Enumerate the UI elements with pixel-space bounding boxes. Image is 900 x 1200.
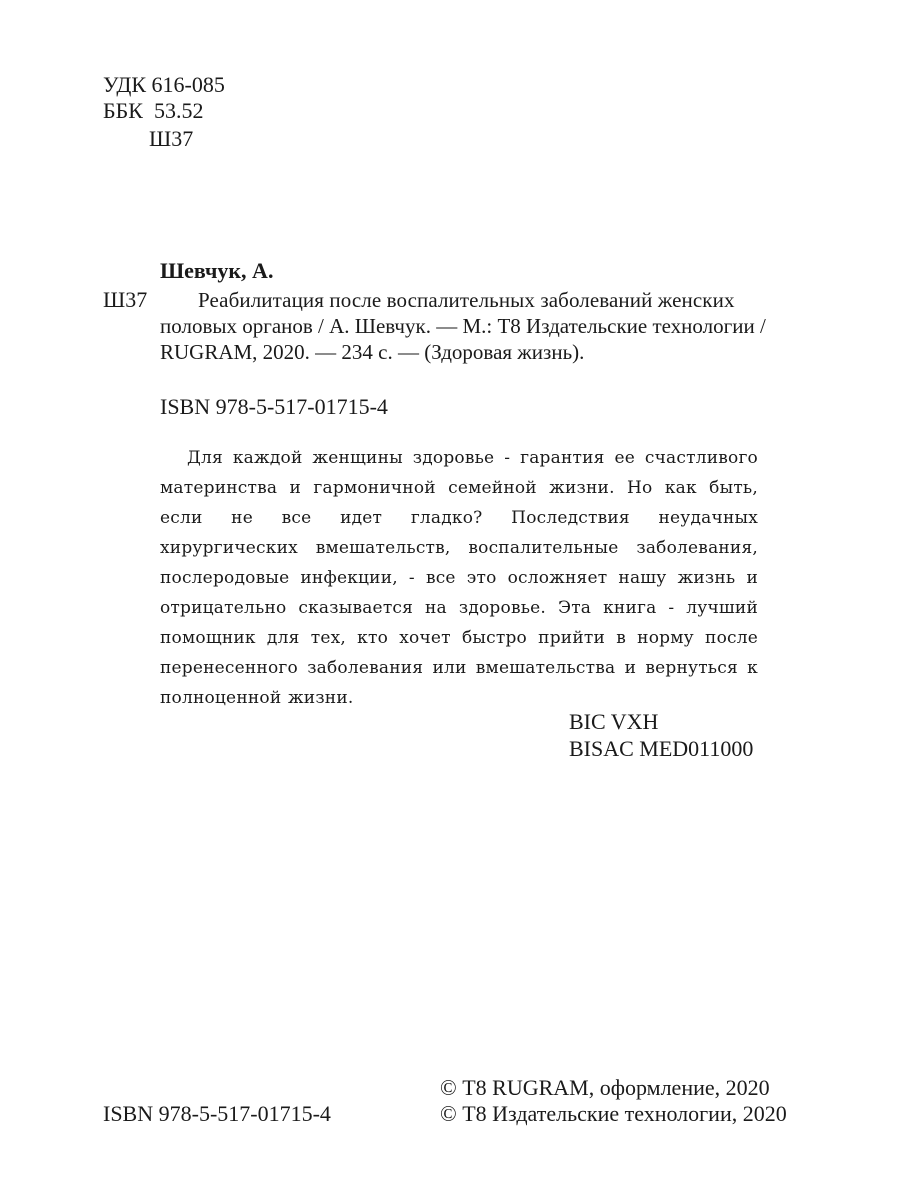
copyright-publisher: © Т8 Издательские технологии, 2020 — [440, 1101, 787, 1126]
author-mark-side: Ш37 — [103, 287, 148, 312]
isbn-footer: ISBN 978-5-517-01715-4 — [103, 1101, 331, 1126]
annotation-text: Для каждой женщины здоровье - гарантия ее счастливого материнства и гармоничной семейной жизни. Но как быть, если не все идет гладко? Последствия неудачных хирургических вмешательств, воспалительные заболевания, послеродовые инфекции, - все это осложняет нашу жизнь и отрицательно сказывается на здоровье. Эта книга - лучший помощник для тех, кто хочет быстро прийти в норму после перенесенного заболевания или вмешательства и вернуться к полноценной жизни. — [160, 448, 758, 708]
bib-line-3: RUGRAM, 2020. — 234 с. — (Здоровая жизнь). — [160, 340, 585, 364]
author-mark-top: Ш37 — [149, 126, 194, 151]
udk-code: УДК 616-085 — [103, 72, 225, 97]
bibliographic-record — [160, 287, 766, 365]
bib-line-1: Реабилитация после воспалительных заболеваний женских — [198, 288, 735, 312]
bic-code: BIC VXH — [569, 709, 659, 734]
copyright-design: © Т8 RUGRAM, оформление, 2020 — [440, 1075, 770, 1100]
bbk-code: ББК 53.52 — [103, 98, 204, 123]
author-name: Шевчук, А. — [160, 258, 274, 283]
bib-line-2: половых органов / А. Шевчук. — М.: Т8 Издательские технологии / — [160, 314, 766, 338]
bisac-code: BISAC MED011000 — [569, 736, 754, 761]
isbn-main: ISBN 978-5-517-01715-4 — [160, 394, 388, 419]
